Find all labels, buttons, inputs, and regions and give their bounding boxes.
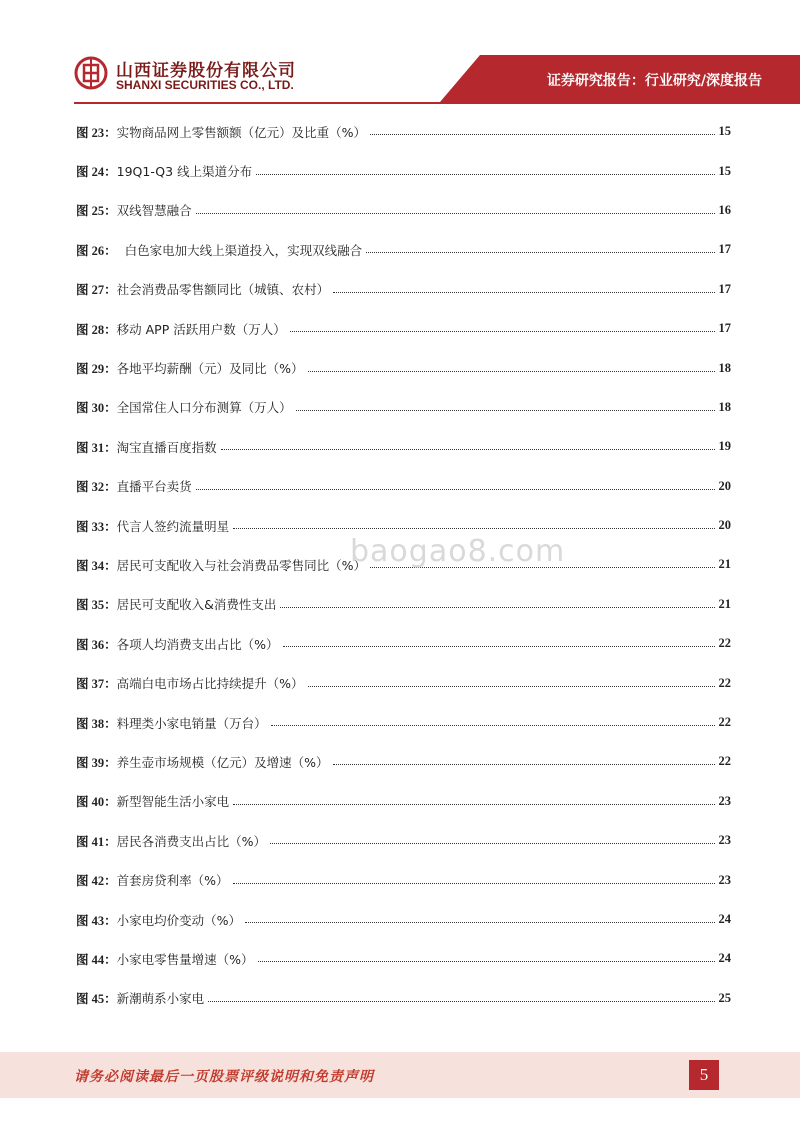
toc-dot-leader	[333, 292, 714, 293]
toc-figure-number: 图 24：	[76, 165, 117, 180]
toc-dot-leader	[256, 174, 714, 175]
toc-figure-title: 新型智能生活小家电	[116, 794, 230, 810]
toc-dot-leader	[370, 134, 714, 135]
toc-entry[interactable]	[76, 388, 731, 427]
toc-dot-leader	[258, 961, 715, 962]
toc-dot-leader	[280, 607, 714, 608]
toc-figure-number: 图 29：	[76, 362, 117, 377]
toc-figure-title: 首套房贷利率（%）	[116, 873, 229, 889]
toc-page-number: 23	[718, 872, 731, 887]
toc-entry[interactable]	[76, 270, 731, 309]
toc-figure-number: 图 23：	[76, 125, 117, 140]
toc-dot-leader	[233, 883, 715, 884]
toc-figure-number: 图 32：	[76, 480, 117, 495]
toc-page-number: 24	[718, 951, 731, 966]
toc-page-number: 18	[718, 399, 731, 414]
toc-figure-title: 社会消费品零售额同比（城镇、农村）	[116, 282, 330, 298]
toc-entry[interactable]	[76, 624, 731, 663]
toc-figure-number: 图 30：	[76, 401, 117, 416]
toc-figure-number: 图 38：	[76, 716, 117, 731]
report-type-label: 证券研究报告：行业研究/深度报告	[546, 73, 762, 89]
toc-dot-leader	[366, 252, 714, 253]
toc-page-number: 24	[718, 912, 731, 926]
disclaimer-notice: 请务必阅读最后一页股票评级说明和免责声明	[74, 1069, 374, 1085]
company-logo-icon	[74, 56, 108, 90]
toc-page-number: 15	[718, 163, 731, 178]
toc-figure-number: 图 28：	[76, 322, 117, 337]
toc-entry[interactable]	[76, 151, 731, 190]
toc-figure-title: 代言人签约流量明星	[116, 518, 230, 534]
toc-entry[interactable]	[76, 979, 731, 1018]
toc-page-number: 23	[718, 793, 731, 808]
toc-dot-leader	[308, 371, 715, 372]
toc-figure-title: 全国常住人口分布测算（万人）	[116, 400, 292, 416]
toc-figure-title: 养生壶市场规模（亿元）及增速（%）	[116, 754, 329, 770]
toc-dot-leader	[208, 1001, 714, 1002]
toc-dot-leader	[333, 764, 715, 765]
toc-dot-leader	[290, 331, 715, 332]
toc-entry[interactable]	[76, 427, 731, 466]
toc-dot-leader	[308, 686, 715, 687]
toc-dot-leader	[296, 410, 715, 411]
toc-page-number: 20	[718, 518, 731, 533]
toc-dot-leader	[271, 725, 715, 726]
toc-figure-title: 直播平台卖货	[116, 479, 192, 495]
toc-figure-title: 新潮萌系小家电	[116, 991, 205, 1007]
toc-figure-title: 小家电均价变动（%）	[116, 912, 242, 928]
toc-dot-leader	[270, 843, 714, 844]
toc-figure-title: 高端白电市场占比持续提升（%）	[116, 676, 304, 692]
toc-entry[interactable]	[76, 191, 731, 230]
toc-page-number: 18	[718, 360, 731, 375]
toc-dot-leader	[196, 489, 715, 490]
toc-figure-number: 图 45：	[76, 992, 117, 1007]
toc-dot-leader	[233, 804, 714, 805]
toc-page-number: 21	[718, 596, 731, 611]
toc-figure-number: 图 44：	[76, 952, 117, 967]
toc-page-number: 16	[718, 202, 731, 217]
page-header	[0, 0, 800, 110]
page-number: 5	[689, 1060, 719, 1090]
toc-page-number: 15	[718, 124, 731, 139]
toc-page-number: 21	[718, 557, 731, 572]
toc-entry[interactable]	[76, 939, 731, 978]
toc-dot-leader	[233, 528, 714, 529]
toc-entry[interactable]	[76, 348, 731, 387]
toc-page-number: 25	[718, 990, 731, 1005]
toc-entry[interactable]	[76, 663, 731, 702]
toc-figure-number: 图 35：	[76, 598, 117, 613]
toc-figure-number: 图 39：	[76, 755, 117, 770]
toc-figure-number: 图 40：	[76, 795, 117, 810]
toc-entry[interactable]	[76, 860, 731, 899]
toc-figure-title: 各项人均消费支出占比（%）	[116, 636, 279, 652]
toc-figure-title: 居民可支配收入与社会消费品零售同比（%）	[116, 557, 367, 573]
toc-figure-number: 图 43：	[76, 913, 117, 928]
toc-dot-leader	[221, 449, 715, 450]
toc-entry[interactable]	[76, 309, 731, 348]
toc-page-number: 22	[718, 715, 731, 730]
toc-figure-number: 图 37：	[76, 677, 117, 692]
toc-figure-number: 图 25：	[76, 204, 117, 219]
toc-dot-leader	[196, 213, 715, 214]
toc-page-number: 22	[718, 754, 731, 769]
toc-page-number: 17	[718, 321, 731, 336]
toc-figure-title: 实物商品网上零售额额（亿元）及比重（%）	[116, 124, 367, 140]
toc-page-number: 22	[718, 675, 731, 690]
toc-page-number: 17	[718, 281, 731, 296]
toc-figure-title: 居民各消费支出占比（%）	[116, 833, 267, 849]
toc-figure-title: 居民可支配收入&消费性支出	[116, 597, 277, 613]
toc-entry[interactable]	[76, 467, 731, 506]
toc-figure-title: 19Q1-Q3 线上渠道分布	[116, 164, 253, 180]
toc-page-number: 19	[718, 439, 731, 454]
toc-page-number: 23	[718, 833, 731, 848]
toc-page-number: 22	[718, 636, 731, 651]
toc-entry[interactable]	[76, 782, 731, 821]
toc-figure-number: 图 33：	[76, 519, 117, 534]
toc-entry[interactable]	[76, 585, 731, 624]
toc-figure-title: 双线智慧融合	[116, 203, 192, 219]
company-name-cn: 山西证券股份有限公司	[116, 61, 296, 81]
toc-figure-title: 小家电零售量增速（%）	[116, 951, 254, 967]
toc-figure-number: 图 34：	[76, 558, 117, 573]
toc-figure-number: 图 41：	[76, 834, 117, 849]
toc-entry[interactable]	[76, 900, 731, 939]
toc-figure-title: 移动 APP 活跃用户数（万人）	[116, 321, 286, 337]
toc-figure-title: 料理类小家电销量（万台）	[116, 715, 267, 731]
toc-page-number: 20	[718, 478, 731, 493]
watermark: baogao8.com	[350, 534, 566, 569]
toc-figure-title: 白色家电加大线上渠道投入，实现双线融合	[116, 242, 363, 258]
toc-entry[interactable]	[76, 703, 731, 742]
toc-entry[interactable]	[76, 112, 731, 151]
toc-figure-number: 图 26：	[76, 243, 117, 258]
toc-figure-number: 图 36：	[76, 637, 117, 652]
header-divider	[74, 102, 800, 104]
toc-figure-number: 图 42：	[76, 874, 117, 889]
toc-figure-title: 各地平均薪酬（元）及同比（%）	[116, 361, 304, 377]
toc-entry[interactable]	[76, 742, 731, 781]
toc-entry[interactable]	[76, 230, 731, 269]
toc-figure-number: 图 27：	[76, 283, 117, 298]
toc-dot-leader	[245, 922, 714, 923]
company-name-en: SHANXI SECURITIES CO., LTD.	[116, 78, 294, 92]
toc-figure-number: 图 31：	[76, 440, 117, 455]
toc-entry[interactable]	[76, 821, 731, 860]
toc-figure-title: 淘宝直播百度指数	[116, 439, 217, 455]
toc-page-number: 17	[718, 242, 731, 257]
toc-dot-leader	[283, 646, 715, 647]
